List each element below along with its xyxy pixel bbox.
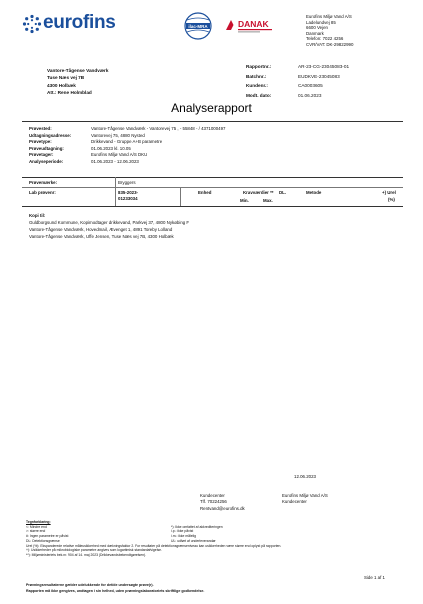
footer-line: Rapporten må ikke gengives, undtagen i sin helhed, uden prøvningslaboratoriets skriftlige godkendelse.	[26, 588, 205, 593]
meta-value: AR-23-CG-23045083-01	[298, 64, 350, 69]
info-value: Vantorevej 75, 4880 Nysted	[91, 132, 145, 138]
recipient-address	[47, 67, 108, 96]
legend-item: i.p.: ikke påvist	[171, 529, 194, 534]
copy-line: Vantore-Tågense Vandværk, Hovedmail, Ævenget 1, 4891 Toreby Lolland	[29, 227, 173, 232]
meta-label: Rapportnr.:	[246, 64, 272, 69]
divider	[22, 177, 403, 178]
legend-item: #: Ingen parametre er påvist	[26, 534, 69, 539]
company-line: Ladelundvej 85	[306, 19, 336, 25]
signature-block	[282, 493, 328, 506]
company-line: Eurofins Miljø Vand A/S	[306, 14, 352, 19]
divider	[22, 206, 403, 207]
col-metode: Metode	[306, 190, 322, 195]
meta-label: Kundenr.:	[246, 83, 268, 89]
info-value: 01.06.2023 kl. 10.05	[91, 145, 131, 151]
info-value: Drikkevand - Gruppe A+B parametre	[91, 139, 163, 144]
col-max: Max.	[263, 198, 273, 203]
footer	[26, 583, 396, 594]
legend-item: i.m.: ikke målelig	[171, 534, 197, 539]
info-label: Prøvetype:	[29, 139, 52, 144]
legend-columns	[26, 525, 386, 544]
col-urel-unit: (%)	[388, 197, 395, 202]
proevemaerke-value: Bryggers	[118, 180, 136, 185]
recipient-line: Vantore-Tågense Vandværk	[47, 68, 109, 73]
divider	[115, 177, 116, 206]
lab-label: Lab prøvenr:	[29, 190, 56, 195]
legend-item: UL: udført af underleverandør	[171, 538, 216, 543]
legend-note: Urel (%): Ekspanderede relative måleusikkerhed med dækningsfaktor 2. For resultater på detektionsgrænseniveau kan usikkerheden være større end oplyst på rapporten.	[26, 543, 282, 548]
col-dl: DL.	[279, 190, 287, 195]
meta-label: Modt. dato:	[246, 92, 272, 98]
divider	[22, 187, 403, 188]
proevemaerke-label: Prøvemærke:	[29, 180, 58, 185]
info-value: Vantore-Tågense Vandværk - Vantorevej 75 , - 55848 - / 4371000497	[91, 126, 226, 131]
signature-line: Kundecenter	[282, 499, 307, 505]
legend-item: >: større end	[26, 529, 46, 534]
recipient-line: 4300 Holbæk	[47, 82, 76, 88]
info-value: Eurofins Miljø Vand A/S DKU	[91, 152, 148, 157]
legend-item: DL: Detektionsgrænse	[26, 538, 60, 543]
legend-item: <: Mindre end	[26, 524, 47, 529]
info-label: Prøvetager:	[29, 152, 54, 157]
meta-row	[246, 64, 411, 74]
recipient-line: Att.: Rene Holmblad	[47, 89, 92, 95]
legend-item: *): Ikke omfattet af akkrediteringen	[171, 524, 223, 529]
copy-line: Guldborgsund Kommune, Kopimodtager drikkevand, Parkvej 37, 4800 Nykøbing F	[29, 220, 190, 225]
legend-title: Tegnforklaring:	[26, 520, 51, 524]
meta-label: Batchnr.:	[246, 73, 267, 79]
divider	[180, 188, 181, 206]
company-address	[306, 14, 416, 48]
copy-title: Kopi til:	[29, 213, 46, 218]
legend-note: **): Miljøministeriets bek.nr. 904 af 14. maj 2023 (Drikkevandsbekendtgørelsen).	[26, 552, 147, 557]
report-date: 12.06.2023	[294, 474, 316, 479]
report-meta	[246, 64, 411, 102]
contact-line: Tlf. 70224256	[200, 499, 227, 505]
footer-line: Prøvningsresultaterne gælder udelukkende for det/de undersøgte prøve(r).	[26, 583, 154, 587]
company-line: 6600 Vejen	[306, 25, 328, 31]
eurofins-logo-text: eurofins	[43, 12, 116, 33]
ilac-label: ilac-MRA	[188, 23, 208, 29]
contact-line: Rentvand@eurofins.dk	[200, 505, 245, 511]
lab-value: 835-2023-	[118, 190, 139, 195]
signature-line: Eurofins Miljø Vand A/S	[282, 493, 328, 498]
legend-col-right	[171, 525, 223, 544]
ilac-mra-logo	[178, 11, 218, 41]
lab-value: 01233034	[118, 196, 138, 201]
col-min: Min.	[240, 198, 249, 203]
danak-label: DANAK	[238, 19, 269, 29]
customer-center-contact	[200, 493, 245, 512]
legend	[26, 520, 386, 558]
legend-note: +): Usikkerheder på mikrobiologiske parametre angives som logaritmisk standardafvigelse.	[26, 548, 162, 553]
info-label: Prøveudtagning:	[29, 145, 64, 151]
contact-line: Kundecenter	[200, 493, 225, 498]
col-enhed: Enhed	[198, 190, 212, 195]
col-krav: Kravværdier **	[243, 190, 274, 195]
info-value: 01.06.2023 - 12.06.2023	[91, 158, 139, 164]
company-line: Telefon: 7022 4256	[306, 36, 344, 42]
info-label: Analyseperiode:	[29, 158, 64, 164]
meta-row	[246, 83, 411, 93]
company-line: Danmark	[306, 30, 324, 36]
divider	[22, 121, 403, 122]
copy-recipients	[29, 213, 399, 241]
meta-row	[246, 74, 411, 84]
page-title: Analyserapport	[171, 101, 252, 115]
company-line: CVR/VAT: DK-29822990	[306, 41, 354, 47]
info-label: Prøvested:	[29, 126, 52, 131]
recipient-line: Tuse Næs vej 7B	[47, 75, 85, 81]
col-urel: +) Urel	[382, 190, 396, 195]
copy-line: Vantore-Tågense Vandværk, Uffe Jensen, Tuse Næs vej 7B, 4300 Holbæk	[29, 234, 174, 239]
sample-info	[29, 126, 399, 165]
meta-value: CA0003605	[298, 83, 323, 89]
meta-value: 01.06.2023	[298, 92, 322, 98]
page-number: Side 1 af 1	[364, 575, 385, 580]
danak-logo	[224, 14, 276, 36]
info-label: Udtagningsadresse:	[29, 132, 72, 138]
meta-value: EUDKVE-23045083	[298, 73, 340, 79]
legend-col-left	[26, 525, 171, 544]
info-row	[29, 159, 399, 166]
eurofins-logo-mark	[22, 14, 42, 34]
